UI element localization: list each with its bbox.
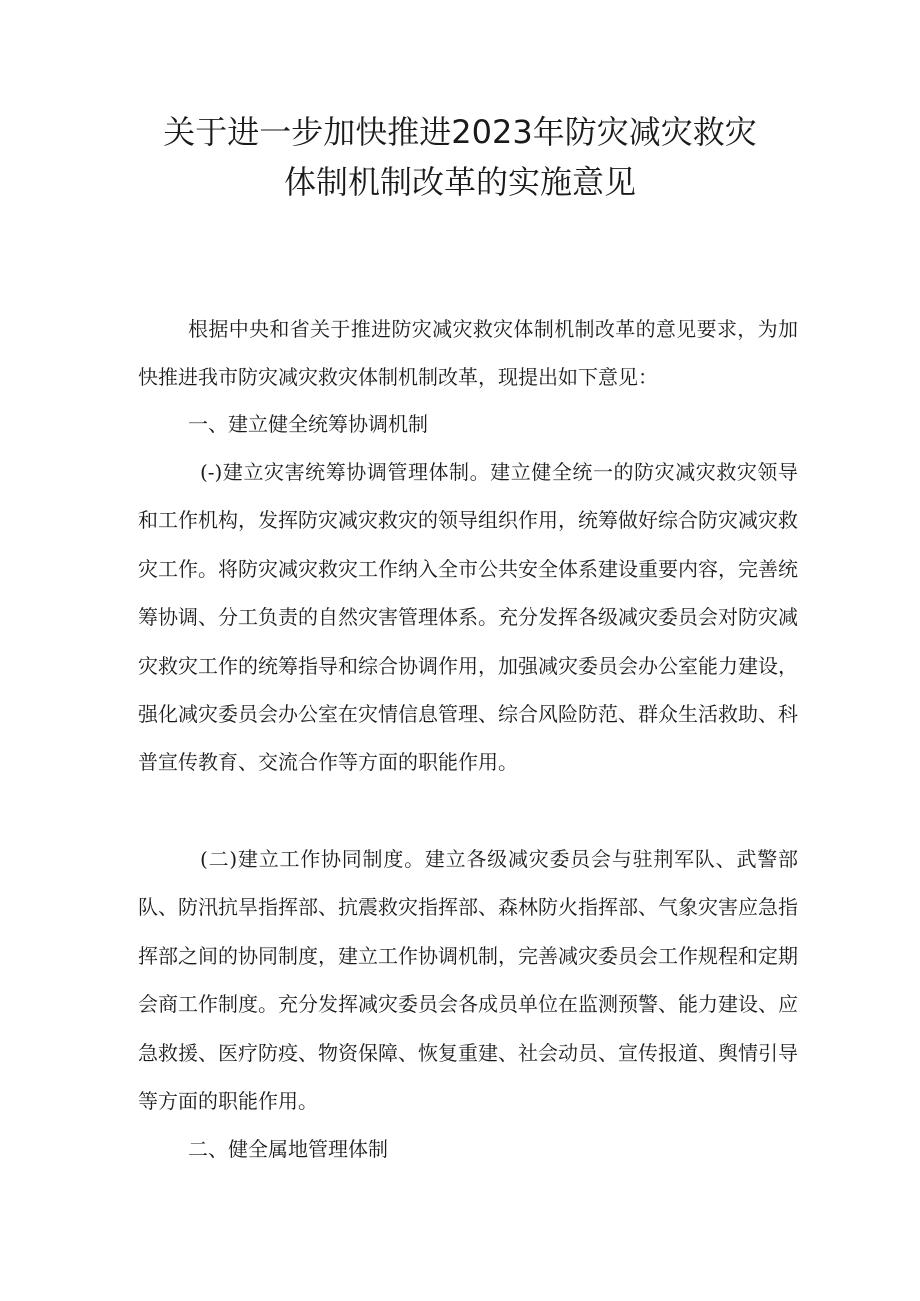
intro-paragraph: 根据中央和省关于推进防灾减灾救灾体制机制改革的意见要求，为加快推进我市防灾减灾救灾体制机制改革，现提出如下意见： xyxy=(138,317,798,390)
document-title-line-2: 体制机制改革的实施意见 xyxy=(283,163,636,201)
document-title-line-1: 关于进一步加快推进2023年防灾减灾救灾 xyxy=(163,113,757,151)
section-heading-2: 二、健全属地管理体制 xyxy=(188,1137,388,1161)
section-heading-1: 一、建立健全统筹协调机制 xyxy=(188,412,428,436)
subsection-paragraph-1: (-)建立灾害统筹协调管理体制。建立健全统一的防灾减灾救灾领导和工作机构，发挥防灾减灾救灾的领导组织作用，统筹做好综合防灾减灾救灾工作。将防灾减灾救灾工作纳入全市公共安全体系建设重要内容，完善统筹协调、分工负责的自然灾害管理体系。充分发挥各级减灾委员会对防灾减灾救灾工作的统筹指导和综合协调作用，加强减灾委员会办公室能力建设，强化减灾委员会办公室在灾情信息管理、综合风险防范、群众生活救助、科普宣传教育、交流合作等方面的职能作用。 xyxy=(138,460,798,775)
subsection-paragraph-2: (二)建立工作协同制度。建立各级减灾委员会与驻荆军队、武警部队、防汛抗旱指挥部、抗震救灾指挥部、森林防火指挥部、气象灾害应急指挥部之间的协同制度，建立工作协调机制，完善减灾委员会工作规程和定期会商工作制度。充分发挥减灾委员会各成员单位在监测预警、能力建设、应急救援、医疗防疫、物资保障、恢复重建、社会动员、宣传报道、舆情引导等方面的职能作用。 xyxy=(138,847,798,1114)
